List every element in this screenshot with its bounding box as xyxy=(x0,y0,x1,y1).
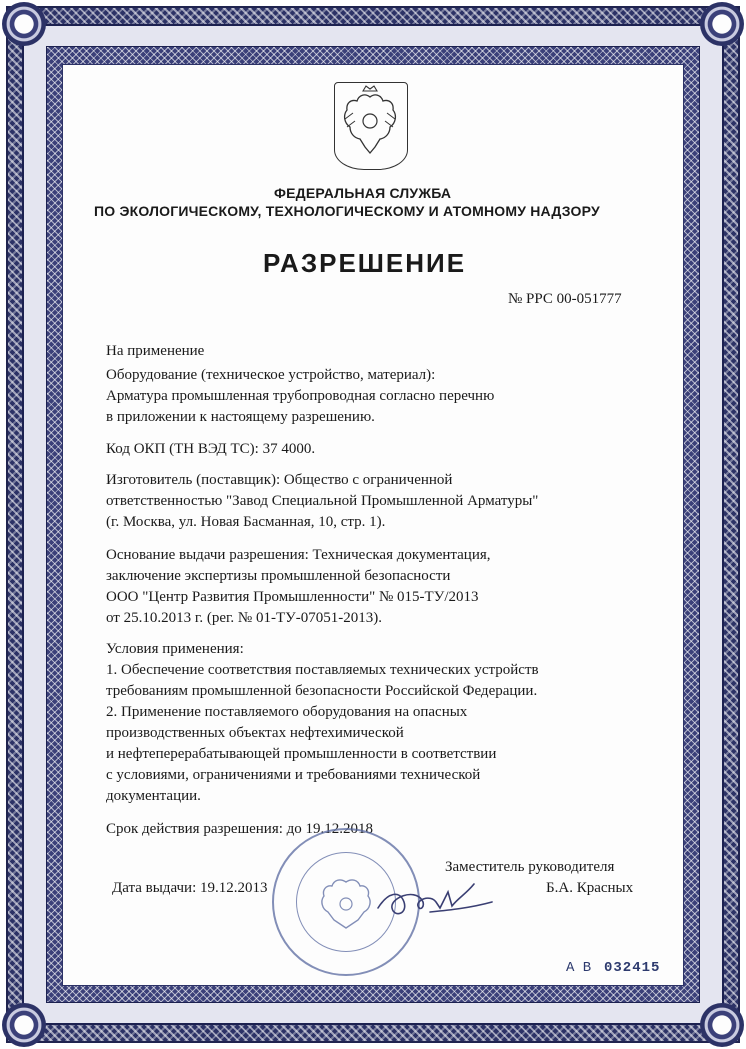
basis-line: от 25.10.2013 г. (рег. № 01-ТУ-07051-2013). xyxy=(106,610,383,626)
basis-line: Основание выдачи разрешения: Техническая документация, xyxy=(106,547,491,563)
conditions-line: 2. Применение поставляемого оборудования на опасных xyxy=(106,704,468,720)
agency-name-line2: ПО ЭКОЛОГИЧЕСКОМУ, ТЕХНОЛОГИЧЕСКОМУ И АТОМНОМУ НАДЗОРУ xyxy=(94,203,600,219)
document-title: РАЗРЕШЕНИЕ xyxy=(263,248,467,278)
equipment-line: Арматура промышленная трубопроводная согласно перечню xyxy=(106,388,495,404)
corner-ornament-bottom-right xyxy=(700,1003,744,1047)
double-headed-eagle-icon xyxy=(335,83,406,168)
conditions-line: документации. xyxy=(106,788,201,804)
okp-code-line: Код ОКП (ТН ВЭД ТС): 37 4000. xyxy=(106,441,316,457)
handwritten-signature xyxy=(370,872,500,928)
conditions-line: Условия применения: xyxy=(106,641,244,657)
conditions-line: с условиями, ограничениями и требованиями технической xyxy=(106,767,481,783)
corner-ornament-top-left xyxy=(2,2,46,46)
manufacturer-line: (г. Москва, ул. Новая Басманная, 10, стр. 1). xyxy=(106,514,386,530)
form-series: А В xyxy=(566,960,592,976)
basis-line: заключение экспертизы промышленной безопасности xyxy=(106,568,451,584)
form-serial-number: 032415 xyxy=(604,960,661,976)
manufacturer-line: Изготовитель (поставщик): Общество с ограниченной xyxy=(106,472,453,488)
conditions-line: 1. Обеспечение соответствия поставляемых технических устройств xyxy=(106,662,539,678)
signatory-position: Заместитель руководителя xyxy=(445,859,615,875)
document-number: № РРС 00-051777 xyxy=(508,291,622,307)
coat-of-arms-emblem xyxy=(334,82,408,170)
conditions-line: и нефтеперерабатывающей промышленности в соответствии xyxy=(106,746,497,762)
corner-ornament-top-right xyxy=(700,2,744,46)
manufacturer-line: ответственностью "Завод Специальной Промышленной Арматуры" xyxy=(106,493,539,509)
agency-name-line1: ФЕДЕРАЛЬНАЯ СЛУЖБА xyxy=(274,185,452,201)
conditions-line: требованиям промышленной безопасности Российской Федерации. xyxy=(106,683,538,699)
issue-date: Дата выдачи: 19.12.2013 xyxy=(112,880,268,896)
signatory-name: Б.А. Красных xyxy=(546,880,634,896)
validity-line: Срок действия разрешения: до 19.12.2018 xyxy=(106,821,374,837)
purpose-line: На применение xyxy=(106,343,205,359)
corner-ornament-bottom-left xyxy=(2,1003,46,1047)
basis-line: ООО "Центр Развития Промышленности" № 015-ТУ/2013 xyxy=(106,589,479,605)
conditions-line: производственных объектах нефтехимической xyxy=(106,725,404,741)
equipment-line: Оборудование (техническое устройство, материал): xyxy=(106,367,436,383)
equipment-line: в приложении к настоящему разрешению. xyxy=(106,409,375,425)
